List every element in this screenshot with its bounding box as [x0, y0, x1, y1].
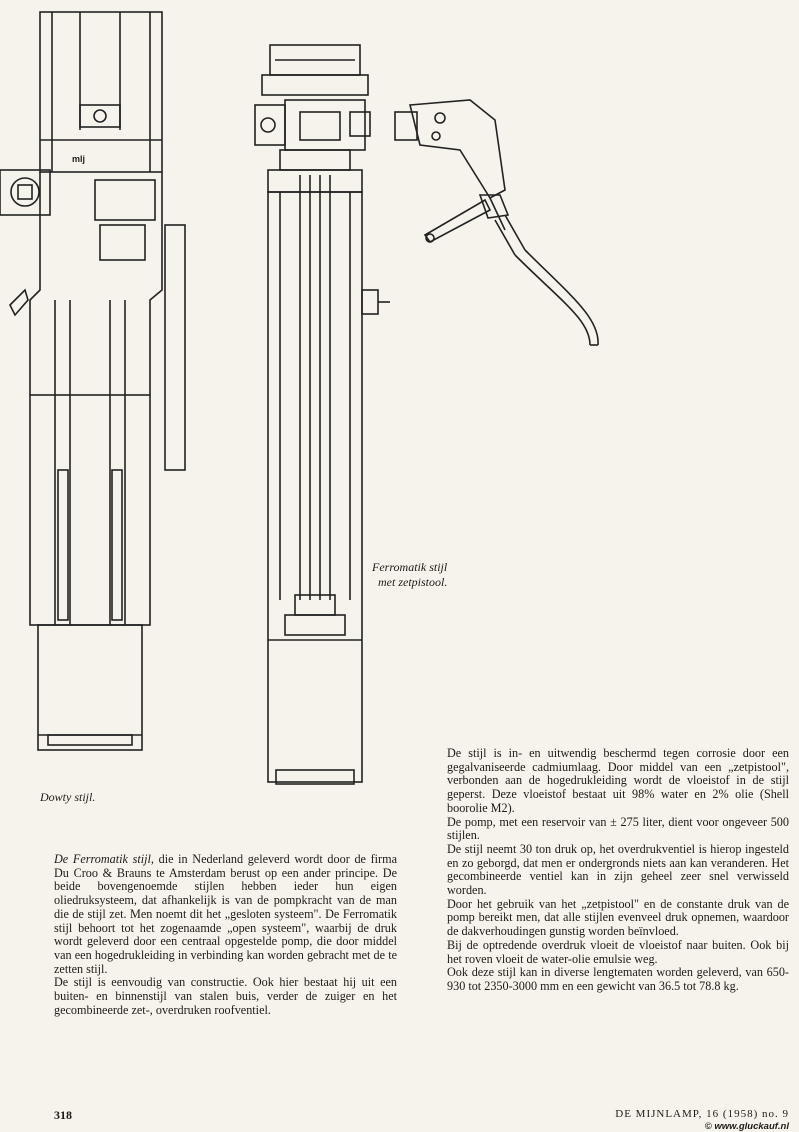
- left-paragraph-2: De stijl is eenvoudig van constructie. Ook hier bestaat hij uit een buiten- en binnenstijl van stalen buis, verder de zuiger en het gecombineerde zet-, overdruken roofventiel.: [54, 975, 397, 1017]
- right-paragraph-1: De stijl is in- en uitwendig beschermd tegen corrosie door een gegalvaniseerde cadmiumlaag. Door middel van een „zetpistool", verbonden aan de hogedrukleiding wordt de vloeistof in de stijl geperst. Deze vloeistof bestaat uit 98% water en 2% olie (Shell boorolie M2).: [447, 746, 789, 815]
- journal-masthead: DE MIJNLAMP, 16 (1958) no. 9: [615, 1108, 789, 1120]
- dowty-part-label: mlj: [72, 154, 86, 164]
- right-paragraph-4: Door het gebruik van het „zetpistool" en de constante druk van de pomp bereikt men, dat alle stijlen evenveel druk opnemen, waardoor de dakverhoudingen gunstig worden beïnvloed.: [447, 896, 789, 939]
- ferromatik-caption-line1: Ferromatik stijl: [372, 560, 448, 574]
- right-text-column: [447, 747, 789, 994]
- dowty-prop-drawing: [0, 12, 185, 750]
- left-text-column: [54, 853, 397, 1017]
- right-paragraph-3: De stijl neemt 30 ton druk op, het overdrukventiel is hierop ingesteld en zo geborgd, dat men er ondergronds niets aan kan veranderen. Het gecombineerde ventiel kan in zijn geheel zeer snel verwisseld worden.: [447, 841, 789, 898]
- page-number: 318: [54, 1108, 72, 1122]
- right-paragraph-5: Bij de optredende overdruk vloeit de vloeistof naar buiten. Ook bij het roven vloeit de water-olie emulsie weg.: [447, 937, 789, 966]
- dowty-caption: Dowty stijl.: [40, 790, 96, 804]
- right-paragraph-2: De pomp, met een reservoir van ± 275 liter, dient voor ongeveer 500 stijlen.: [447, 814, 789, 843]
- ferromatik-lead-term: De Ferromatik stijl,: [54, 852, 154, 866]
- ferromatik-caption-line2: met zetpistool.: [378, 575, 448, 589]
- ferromatik-prop-drawing: [255, 45, 390, 784]
- right-paragraph-6: Ook deze stijl kan in diverse lengtematen worden geleverd, van 650-930 tot 2350-3000 mm en een gewicht van 36.5 tot 78.8 kg.: [447, 965, 789, 993]
- left-paragraph-1: [54, 853, 397, 976]
- source-credit: © www.gluckauf.nl: [704, 1121, 789, 1132]
- zetpistool-drawing: [395, 100, 598, 345]
- left-paragraph-1-body: die in Nederland geleverd wordt door de firma Du Croo & Brauns te Amsterdam berust op een ander principe. De beide bovengenoemde stijlen hebben ieder hun eigen oliedruksysteem, dat afhankelijk is van de pompkracht van de man die de stijl zet. Men noemt dit het „gesloten systeem". De Ferromatik stijl behoort tot het zogenaamde „open systeem", waarbij de druk wordt geleverd door een centraal opgestelde pomp, die door middel van een hogedrukleiding in verbinding kan worden gebracht met de te zetten stijl.: [54, 852, 397, 976]
